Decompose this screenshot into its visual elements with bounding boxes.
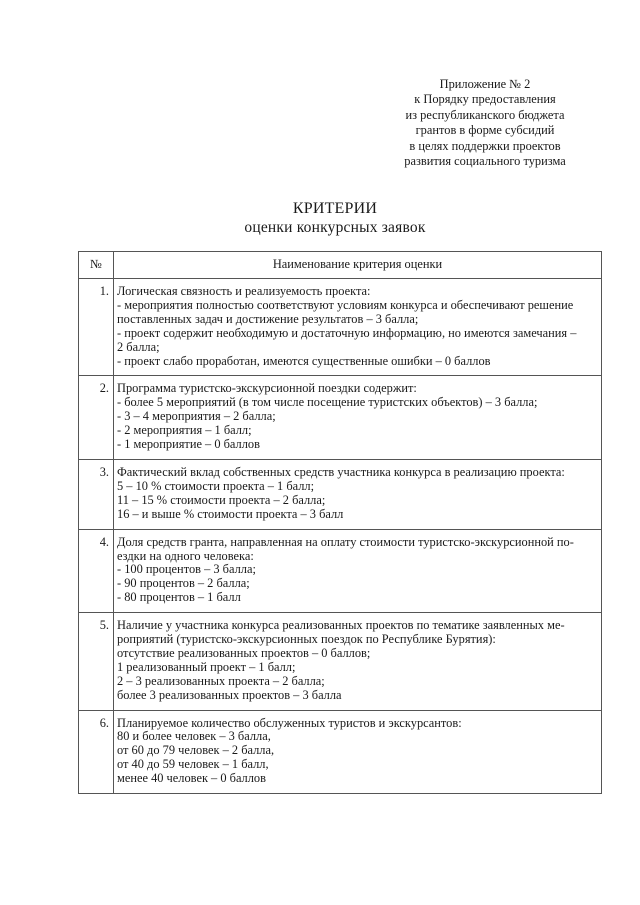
header-criterion-name: Наименование критерия оценки [114,252,602,279]
criterion-line: Программа туристско-экскурсионной поездки содержит: [117,381,417,396]
criterion-line: 1 реализованный проект – 1 балл; [117,659,296,674]
criterion-description [114,459,602,529]
criterion-line: 11 – 15 % стоимости проекта – 2 балла; [117,492,326,507]
criterion-description [114,613,602,710]
criterion-line: - 100 процентов – 3 балла; [117,562,256,577]
annex-heading [380,77,590,169]
document-subtitle: оценки конкурсных заявок [244,219,426,236]
row-number: 5. [79,613,114,710]
criterion-line: - проект слабо проработан, имеются существенные ошибки – 0 баллов [117,353,491,368]
criterion-line: Наличие у участника конкурса реализованных проектов по тематике заявленных ме- [117,618,565,633]
criterion-line: - 2 мероприятия – 1 балл; [117,423,252,438]
criterion-line: - 3 – 4 мероприятия – 2 балла; [117,409,276,424]
criterion-line: - проект содержит необходимую и достаточную информацию, но имеются замечания – [117,325,577,340]
criterion-description [114,710,602,794]
table-row [79,459,602,529]
criterion-line: Фактический вклад собственных средств участника конкурса в реализацию проекта: [117,464,565,479]
criterion-description [114,279,602,376]
row-number: 6. [79,710,114,794]
annex-line: из республиканского бюджета [405,107,565,122]
criterion-line: отсутствие реализованных проектов – 0 баллов; [117,645,371,660]
document-title: КРИТЕРИИ [292,200,378,217]
criterion-line: - более 5 мероприятий (в том числе посещение туристских объектов) – 3 балла; [117,395,538,410]
criteria-table-body [79,279,602,794]
criterion-line: - 80 процентов – 1 балл [117,590,241,605]
criterion-line: от 40 до 59 человек – 1 балл, [117,757,269,772]
row-number: 1. [79,279,114,376]
row-number: 3. [79,459,114,529]
table-row [79,710,602,794]
table-row [79,376,602,460]
row-number: 2. [79,376,114,460]
criterion-line: Планируемое количество обслуженных туристов и экскурсантов: [117,715,462,730]
header-number: № [79,252,114,279]
criterion-line: Доля средств гранта, направленная на оплату стоимости туристско-экскурсионной по- [117,534,574,549]
criterion-line: Логическая связность и реализуемость проекта: [117,284,371,298]
annex-line: развития социального туризма [404,154,566,169]
criterion-line: - 1 мероприятие – 0 баллов [117,437,260,452]
table-row [79,613,602,710]
criterion-line: ездки на одного человека: [117,548,254,563]
criterion-line: от 60 до 79 человек – 2 балла, [117,743,275,758]
criterion-line: роприятий (туристско-экскурсионных поездок по Республике Бурятия): [117,632,496,647]
row-number: 4. [79,529,114,613]
annex-line: Приложение № 2 [439,77,531,91]
criterion-line: 16 – и выше % стоимости проекта – 3 балл [117,506,344,521]
criterion-line: более 3 реализованных проектов – 3 балла [117,687,342,702]
criterion-line: 2 – 3 реализованных проекта – 2 балла; [117,673,325,688]
table-header-row [79,252,602,279]
table-row [79,529,602,613]
criteria-table [78,251,602,794]
criterion-description [114,529,602,613]
criterion-line: 80 и более человек – 3 балла, [117,729,271,744]
annex-line: к Порядку предоставления [414,92,556,107]
criterion-line: менее 40 человек – 0 баллов [117,771,266,786]
annex-line: в целях поддержки проектов [409,138,561,153]
table-row [79,279,602,376]
criterion-line: поставленных задач и достижение результатов – 3 балла; [117,311,419,326]
annex-line: грантов в форме субсидий [415,123,555,138]
criterion-line: - 90 процентов – 2 балла; [117,576,250,591]
criterion-line: 5 – 10 % стоимости проекта – 1 балл; [117,478,315,493]
criterion-line: - мероприятия полностью соответствуют условиям конкурса и обеспечивают решение [117,297,574,312]
criterion-description [114,376,602,460]
criterion-line: 2 балла; [117,339,160,354]
